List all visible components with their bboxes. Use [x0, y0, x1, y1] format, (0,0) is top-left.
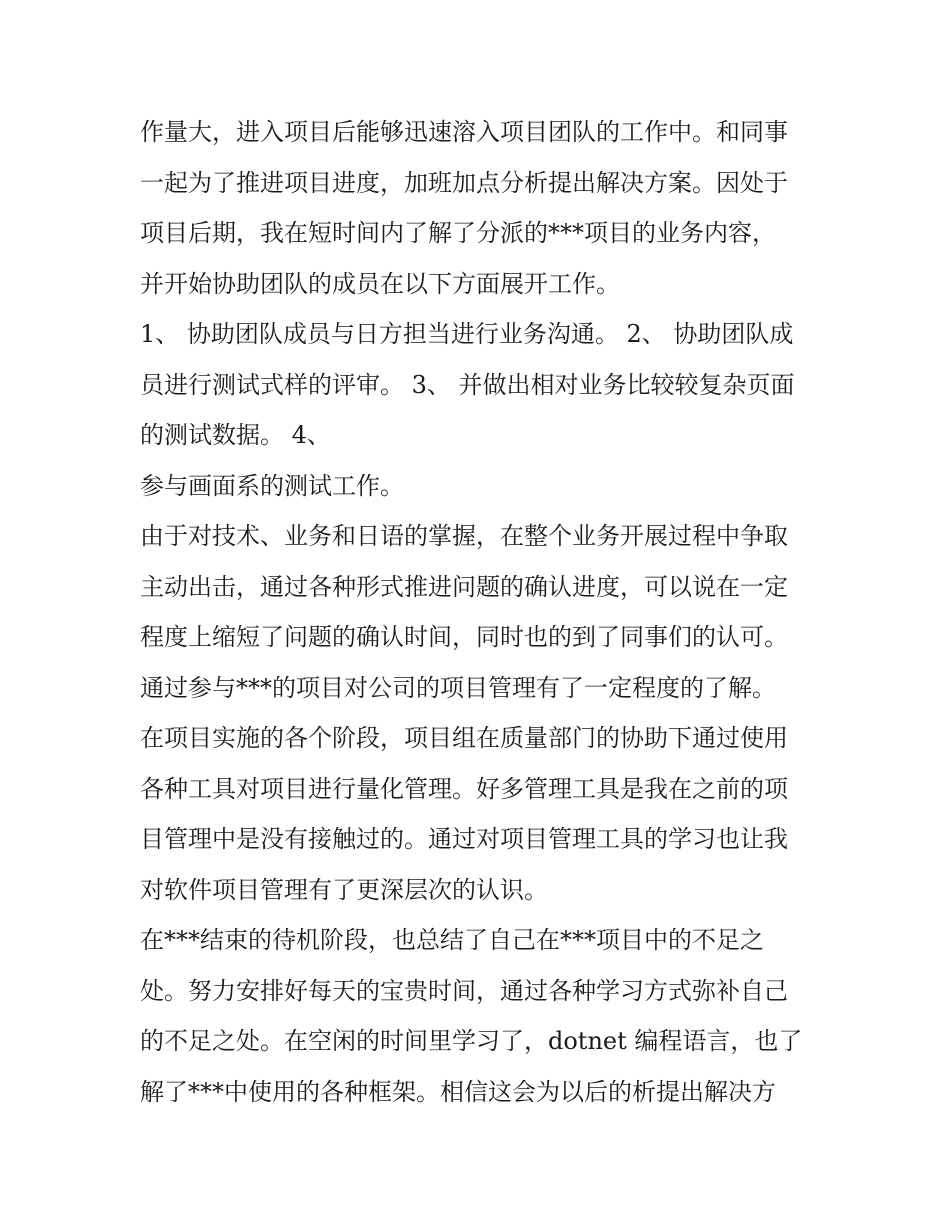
text-line: 一起为了推进项目进度，加班加点分析提出解决方案。因处于 [140, 168, 788, 197]
text-line: 解了***中使用的各种框架。相信这会为以后的析提出解决方 [140, 1077, 776, 1106]
text-line: 的测试数据。 4、 [140, 421, 331, 449]
text-line: 1、 协助团队成员与日方担当进行业务沟通。 2、 协助团队成 [140, 320, 794, 348]
text-line: 参与画面系的测试工作。 [140, 471, 404, 500]
text-line: 对软件项目管理有了更深层次的认识。 [140, 875, 548, 904]
text-line: 在***结束的待机阶段，也总结了自己在***项目中的不足之 [140, 926, 764, 954]
text-line: 的不足之处。在空闲的时间里学习了，dotnet 编程语言，也了 [140, 1027, 803, 1055]
text-line: 作量大，进入项目后能够迅速溶入项目团队的工作中。和同事 [140, 118, 788, 146]
text-line: 由于对技术、业务和日语的掌握，在整个业务开展过程中争取 [140, 522, 788, 550]
text-line: 在项目实施的各个阶段，项目组在质量部门的协助下通过使用 [140, 724, 788, 752]
text-line: 目管理中是没有接触过的。通过对项目管理工具的学习也让我 [140, 825, 788, 853]
body-text [140, 107, 820, 1117]
text-line: 各种工具对项目进行量化管理。好多管理工具是我在之前的项 [140, 774, 788, 803]
text-line: 员进行测试式样的评审。 3、 并做出相对业务比较较复杂页面 [140, 370, 795, 399]
text-line: 程度上缩短了问题的确认时间，同时也的到了同事们的认可。 [140, 623, 788, 651]
text-line: 主动出击，通过各种形式推进问题的确认进度，可以说在一定 [140, 572, 788, 601]
text-line: 项目后期，我在短时间内了解了分派的***项目的业务内容， [140, 219, 776, 247]
text-line: 处。努力安排好每天的宝贵时间，通过各种学习方式弥补自己 [140, 976, 788, 1005]
text-line: 通过参与***的项目对公司的项目管理有了一定程度的了解。 [140, 673, 776, 702]
text-line: 并开始协助团队的成员在以下方面展开工作。 [140, 269, 620, 298]
